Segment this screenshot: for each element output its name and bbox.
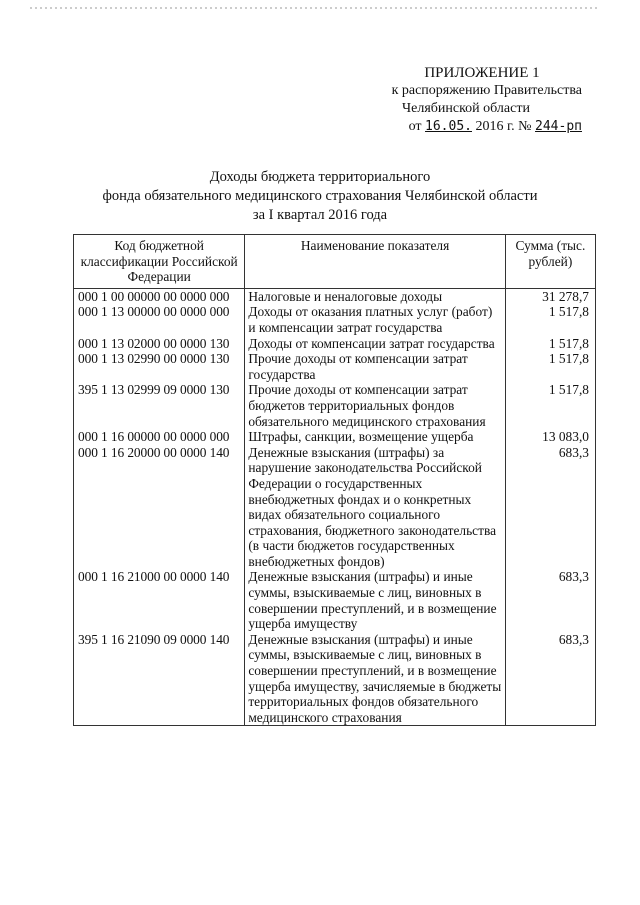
row-code: 000 1 13 00000 00 0000 000: [74, 304, 245, 335]
table-row: [74, 632, 596, 726]
row-code: 000 1 16 21000 00 0000 140: [74, 569, 245, 631]
date-value: 16.05.: [425, 119, 472, 134]
row-sum: 1 517,8: [505, 336, 595, 352]
row-sum: 1 517,8: [505, 382, 595, 429]
title-line-2: фонда обязательного медицинского страхования Челябинской области: [102, 188, 538, 204]
row-sum: 31 278,7: [505, 288, 595, 304]
row-name: Денежные взыскания (штрафы) за нарушение законодательства Российской Федерации о государственных внебюджетных фондах и о конкретных видах обязательного социального страхования, бюджетного законодательства (в части бюджетов государственных внебюджетных фондов): [245, 445, 505, 570]
row-name: Прочие доходы от компенсации затрат бюджетов территориальных фондов обязательного медицинского страхования: [245, 382, 505, 429]
table-row: [74, 304, 596, 335]
row-name: Налоговые и неналоговые доходы: [245, 288, 505, 304]
order-number: 244-рп: [535, 119, 582, 134]
row-sum: 1 517,8: [505, 351, 595, 382]
table-row: [74, 351, 596, 382]
row-code: 000 1 13 02990 00 0000 130: [74, 351, 245, 382]
year-label: 2016 г. №: [475, 119, 532, 134]
header-sum: Сумма (тыс. рублей): [505, 235, 595, 289]
date-prefix: от: [408, 119, 422, 134]
row-sum: 683,3: [505, 445, 595, 570]
table-row: [74, 336, 596, 352]
header-code: Код бюджетной классификации Российской Федерации: [74, 235, 245, 289]
appendix-block: [322, 64, 582, 136]
table-row: [74, 429, 596, 445]
row-name: Доходы от оказания платных услуг (работ) и компенсации затрат государства: [245, 304, 505, 335]
table-header-row: [74, 235, 596, 289]
scan-artifact-line: [30, 4, 600, 12]
table-row: [74, 382, 596, 429]
row-name: Денежные взыскания (штрафы) и иные суммы, взыскиваемые с лиц, виновных в совершении преступлений, и в возмещение ущерба имуществу: [245, 569, 505, 631]
document-title: [60, 168, 580, 225]
table-row: [74, 288, 596, 304]
revenue-table: [73, 234, 596, 726]
table-row: [74, 445, 596, 570]
row-sum: 683,3: [505, 632, 595, 726]
appendix-date-line: [322, 118, 582, 136]
row-code: 000 1 16 00000 00 0000 000: [74, 429, 245, 445]
table-row: [74, 569, 596, 631]
appendix-line-2: Челябинской области: [402, 101, 530, 116]
row-code: 000 1 16 20000 00 0000 140: [74, 445, 245, 570]
row-code: 395 1 13 02999 09 0000 130: [74, 382, 245, 429]
title-line-1: Доходы бюджета территориального: [209, 169, 431, 185]
row-name: Доходы от компенсации затрат государства: [245, 336, 505, 352]
appendix-line-1: к распоряжению Правительства: [391, 83, 582, 98]
title-line-3: за I квартал 2016 года: [252, 207, 388, 223]
row-name: Прочие доходы от компенсации затрат государства: [245, 351, 505, 382]
row-code: 395 1 16 21090 09 0000 140: [74, 632, 245, 726]
row-sum: 1 517,8: [505, 304, 595, 335]
row-name: Денежные взыскания (штрафы) и иные суммы, взыскиваемые с лиц, виновных в совершении преступлений, и в возмещение ущерба имуществу, зачисляемые в бюджеты территориальных фондов обязательного медицинского страхования: [245, 632, 505, 726]
row-code: 000 1 00 00000 00 0000 000: [74, 288, 245, 304]
row-sum: 683,3: [505, 569, 595, 631]
row-code: 000 1 13 02000 00 0000 130: [74, 336, 245, 352]
appendix-title: ПРИЛОЖЕНИЕ 1: [424, 65, 540, 81]
row-sum: 13 083,0: [505, 429, 595, 445]
row-name: Штрафы, санкции, возмещение ущерба: [245, 429, 505, 445]
header-name: Наименование показателя: [245, 235, 505, 289]
